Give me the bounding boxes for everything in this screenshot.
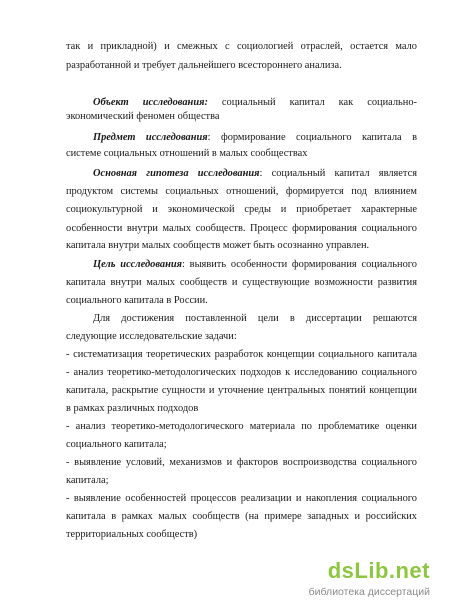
hypothesis-term: Основная гипотеза исследования	[93, 168, 260, 179]
watermark	[280, 558, 430, 604]
goal-term: Цель исследования	[93, 259, 182, 270]
task-line: - систематизация теоретических разработок концепции социального капитала	[66, 349, 417, 360]
task-line: - анализ теоретико-методологических подходов к исследованию социального	[66, 367, 417, 378]
text-line: экономический феномен общества	[66, 111, 220, 122]
text-line: капитала внутри малых сообществ и существующие возможности развития	[66, 277, 417, 288]
task-line: капитала;	[66, 475, 109, 486]
task-line: в рамках различных подходов	[66, 403, 199, 414]
text-line: особенности внутри малых сообществ. Процесс формирования социального	[66, 223, 417, 234]
task-line: капитала в рамках малых сообществ (на примере западных и российских	[66, 511, 417, 522]
object-text: социальный капитал как социально-	[207, 97, 417, 108]
text-line: капитала внутри малых сообществ может быть осознанно управлен.	[66, 240, 370, 251]
text-line: следующие исследовательские задачи:	[66, 331, 237, 342]
watermark-subtitle: библиотека диссертаций	[308, 586, 430, 598]
goal-text: : выявить особенности формирования социального	[182, 259, 417, 270]
text-line: так и прикладной) и смежных с социологией отраслей, остается мало	[66, 41, 417, 52]
task-line: территориальных сообществ)	[66, 529, 198, 540]
goal-line	[93, 258, 417, 271]
text-line: социального капитала в России.	[66, 295, 208, 306]
text-line: Для достижения поставленной цели в диссертации решаются	[93, 313, 417, 324]
subject-term: Предмет исследования	[93, 132, 208, 143]
task-line: - анализ теоретико-методологического материала по проблематике оценки	[66, 421, 417, 432]
hypothesis-line	[93, 167, 417, 180]
task-line: - выявление условий, механизмов и факторов воспроизводства социального	[66, 457, 417, 468]
task-line: - выявление особенностей процессов реализации и накопления социального	[66, 493, 417, 504]
object-term: Объект исследования:	[93, 97, 208, 108]
object-line	[93, 96, 417, 109]
hypothesis-text: : социальный капитал является	[259, 168, 417, 179]
task-line: капитала, раскрытие сущности и уточнение центральных понятий концепции	[66, 385, 417, 396]
text-line: социокультурной и экономической среды и приобретает характерные	[66, 204, 417, 215]
text-line: системе социальных отношений в малых сообществах	[66, 148, 308, 159]
subject-text: : формирование социального капитала в	[207, 132, 417, 143]
watermark-logo: dsLib.net	[327, 558, 430, 583]
task-line: социального капитала;	[66, 439, 167, 450]
text-line: разработанной и требует дальнейшего всестороннего анализа.	[66, 60, 342, 71]
text-line: продуктом системы социальных отношений, формируется под влиянием	[66, 186, 417, 197]
subject-line	[93, 131, 417, 144]
